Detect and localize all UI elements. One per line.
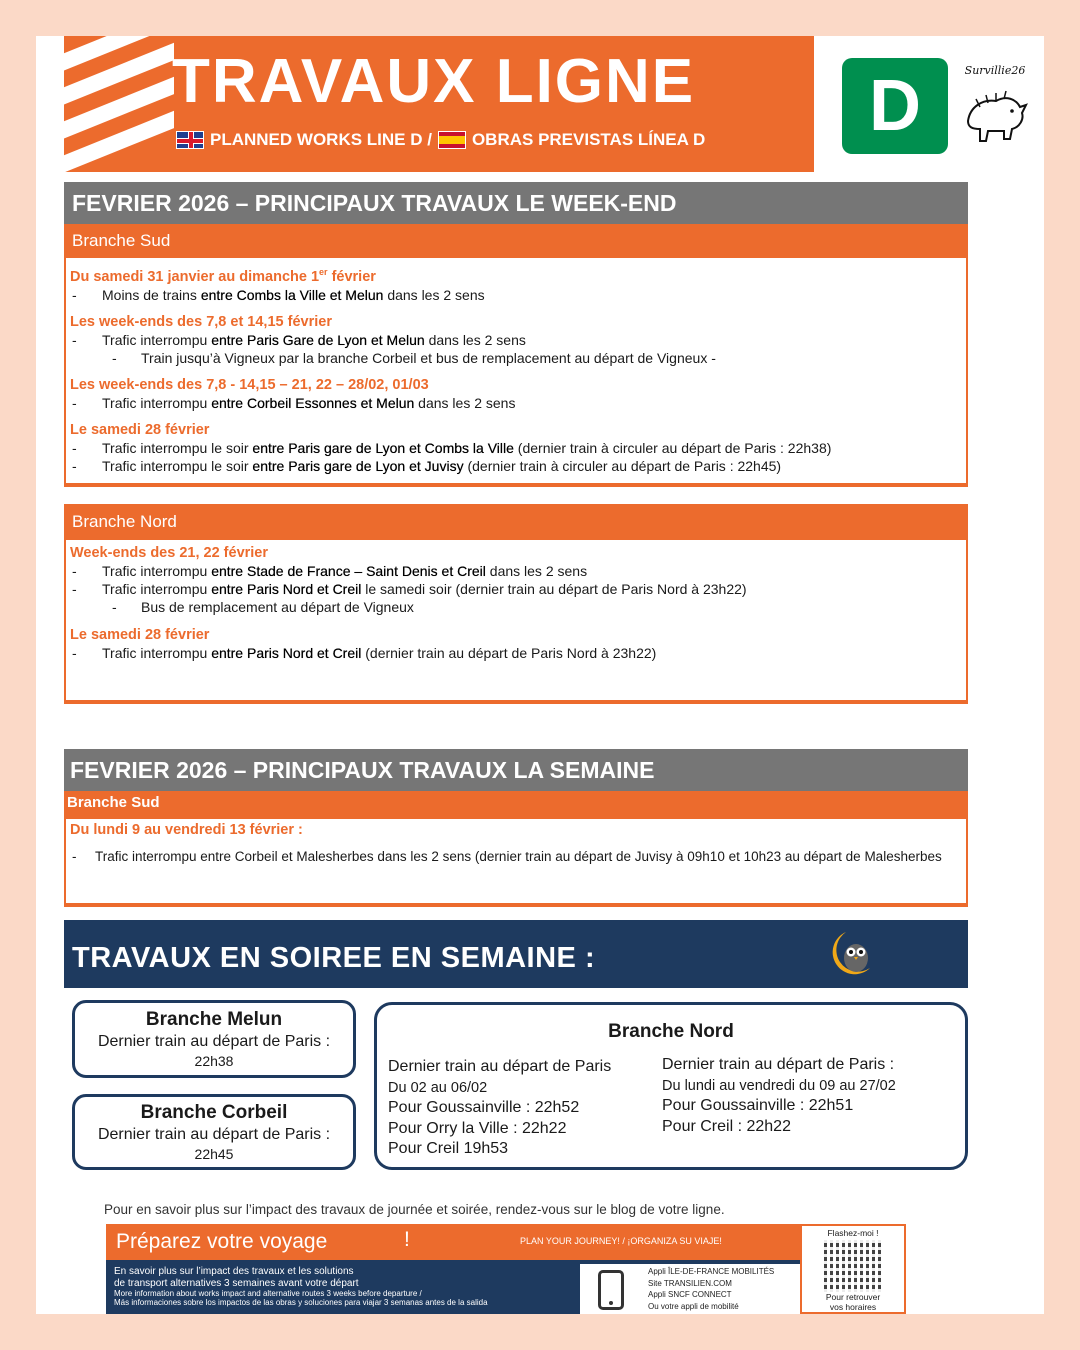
site-link-transilien[interactable]: Site TRANSILIEN.COM <box>648 1278 732 1288</box>
semaine-sud-label: Branche Sud <box>64 791 968 819</box>
group-title: Du lundi 9 au vendredi 13 février : <box>70 822 303 838</box>
banner-title: Préparez votre voyage <box>116 1230 328 1253</box>
qr-code-icon[interactable] <box>824 1240 882 1292</box>
card-melun <box>72 1000 356 1078</box>
banner-bottom <box>106 1260 800 1314</box>
weekend-sud-box <box>64 258 968 487</box>
card-time: 22h45 <box>194 1146 234 1162</box>
prepare-journey-banner <box>106 1224 906 1314</box>
soiree-title-bar <box>64 920 968 988</box>
list-item: - Trafic interrompu entre Paris Nord et Creil (dernier train au départ de Paris Nord à 23h22) <box>70 644 962 662</box>
moon-owl-icon <box>824 928 876 980</box>
nord-left-creil: Pour Creil 19h53 <box>388 1140 509 1157</box>
list-item: - Trafic interrompu entre Paris Nord et Creil le samedi soir (dernier train au départ de Paris Nord à 23h22) <box>70 580 962 598</box>
card-line: Dernier train au départ de Paris : <box>97 1126 331 1143</box>
survillie-logo <box>960 64 1030 150</box>
nord-left-orry: Pour Orry la Ville : 22h22 <box>388 1119 567 1137</box>
header-subtitle <box>176 130 705 150</box>
banner-exclamation: ! <box>404 1228 410 1251</box>
boar-icon <box>960 77 1030 147</box>
banner-line: Más informaciones sobre los impactos de las obras y soluciones para viajar 3 semanas antes de la salida <box>114 1298 488 1307</box>
subtitle-es: OBRAS PREVISTAS LÍNEA D <box>471 130 706 149</box>
subtitle-en: PLANNED WORKS LINE D / <box>210 130 432 149</box>
weekend-sud-label: Branche Sud <box>64 224 968 258</box>
group-title: Week-ends des 21, 22 février <box>70 545 269 561</box>
nord-right-line: Dernier train au départ de Paris : <box>662 1056 895 1073</box>
app-link-other: Ou votre appli de mobilité <box>648 1301 739 1311</box>
card-title: Branche Melun <box>145 1009 283 1030</box>
page-title: TRAVAUX LIGNE <box>172 47 696 116</box>
footer-note: Pour en savoir plus sur l’impact des travaux de journée et soirée, rendez-vous sur le blog de votre ligne. <box>104 1202 725 1217</box>
nord-left-goussainville: Pour Goussainville : 22h52 <box>388 1099 580 1116</box>
qr-panel <box>800 1224 906 1314</box>
banner-top <box>106 1224 800 1260</box>
semaine-section-title: FEVRIER 2026 – PRINCIPAUX TRAVAUX LA SEMAINE <box>64 749 968 791</box>
uk-flag-icon <box>176 131 204 149</box>
nord-left-column <box>388 1057 611 1160</box>
app-list <box>648 1266 774 1312</box>
group-28-feb-sud <box>66 421 966 475</box>
banner-line: More information about works impact and alternative routes 3 weeks before departure / <box>114 1289 422 1298</box>
list-subitem: - Train jusqu’à Vigneux par la branche Corbeil et bus de remplacement au départ de Vigneux - <box>70 349 962 367</box>
qr-caption-2: vos horaires <box>829 1302 877 1312</box>
group-title: Du samedi 31 janvier au dimanche 1er février <box>70 267 376 285</box>
group-7-8-14-15 <box>66 313 966 367</box>
banner-subtitle: PLAN YOUR JOURNEY! / ¡ORGANIZA SU VIAJE! <box>520 1236 722 1246</box>
card-nord <box>374 1002 968 1170</box>
qr-caption-1: Pour retrouver <box>825 1292 881 1302</box>
header-banner <box>64 36 814 172</box>
group-title: Le samedi 28 février <box>70 627 210 643</box>
nord-right-dates: Du lundi au vendredi du 09 au 27/02 <box>662 1077 896 1094</box>
nord-left-line: Dernier train au départ de Paris <box>388 1058 612 1075</box>
poster <box>36 36 1044 1314</box>
nord-right-creil: Pour Creil : 22h22 <box>662 1117 791 1135</box>
card-time: 22h38 <box>194 1053 234 1069</box>
list-item: - Trafic interrompu le soir entre Paris gare de Lyon et Juvisy (dernier train à circuler au départ de Paris : 22h45) <box>70 457 962 475</box>
spain-flag-icon <box>438 131 466 149</box>
soiree-title: TRAVAUX EN SOIREE EN SEMAINE : <box>72 942 596 974</box>
list-item: - Trafic interrompu entre Corbeil et Malesherbes dans les 2 sens (dernier train au départ de Juvisy à 09h10 et 10h23 au départ de Malesherbes <box>70 848 962 866</box>
group-title: Les week-ends des 7,8 et 14,15 février <box>70 313 332 330</box>
list-subitem: - Bus de remplacement au départ de Vigneux <box>70 598 962 616</box>
group-31-jan <box>66 263 966 304</box>
nord-right-goussainville: Pour Goussainville : 22h51 <box>662 1097 854 1114</box>
group-21-22 <box>66 544 966 616</box>
group-28-feb-nord <box>66 626 966 662</box>
banner-text <box>114 1266 574 1307</box>
weekend-section-title: FEVRIER 2026 – PRINCIPAUX TRAVAUX LE WEEK-END <box>64 182 968 224</box>
card-title: Branche Corbeil <box>140 1102 288 1123</box>
qr-flash-text: Flashez-moi ! <box>827 1228 879 1238</box>
list-item: - Trafic interrompu entre Paris Gare de Lyon et Melun dans les 2 sens <box>70 331 962 349</box>
smartphone-icon <box>598 1270 624 1310</box>
group-title: Les week-ends des 7,8 - 14,15 – 21, 22 – 28/02, 01/03 <box>70 376 429 393</box>
app-link-sncf[interactable]: Appli SNCF CONNECT <box>648 1290 732 1299</box>
group-9-13 <box>66 821 966 866</box>
list-item: - Trafic interrompu entre Stade de France – Saint Denis et Creil dans les 2 sens <box>70 562 962 580</box>
group-all-weekends <box>66 376 966 412</box>
banner-line: de transport alternatives 3 semaines avant votre départ <box>114 1277 359 1289</box>
nord-right-column <box>662 1055 896 1137</box>
logo-text: Survillie26 <box>964 64 1026 77</box>
nord-left-dates: Du 02 au 06/02 <box>388 1079 488 1096</box>
list-item: - Trafic interrompu entre Corbeil Essonnes et Melun dans les 2 sens <box>70 394 962 412</box>
group-title: Le samedi 28 février <box>70 421 210 438</box>
weekend-nord-box <box>64 540 968 704</box>
card-title: Branche Nord <box>608 1021 734 1042</box>
semaine-sud-box <box>64 819 968 907</box>
app-link-idfm[interactable]: Appli ÎLE-DE-FRANCE MOBILITÉS <box>648 1267 775 1276</box>
line-badge: D <box>842 58 948 154</box>
weekend-nord-label: Branche Nord <box>64 504 968 540</box>
list-item: - Trafic interrompu le soir entre Paris gare de Lyon et Combs la Ville (dernier train à circuler au départ de Paris : 22h38) <box>70 439 962 457</box>
banner-line: En savoir plus sur l’impact des travaux et les solutions <box>114 1266 354 1277</box>
card-corbeil <box>72 1094 356 1170</box>
header-stripes <box>64 36 174 172</box>
card-line: Dernier train au départ de Paris : <box>97 1033 331 1050</box>
list-item: - Moins de trains entre Combs la Ville et Melun dans les 2 sens <box>70 286 962 304</box>
app-links <box>580 1264 800 1314</box>
